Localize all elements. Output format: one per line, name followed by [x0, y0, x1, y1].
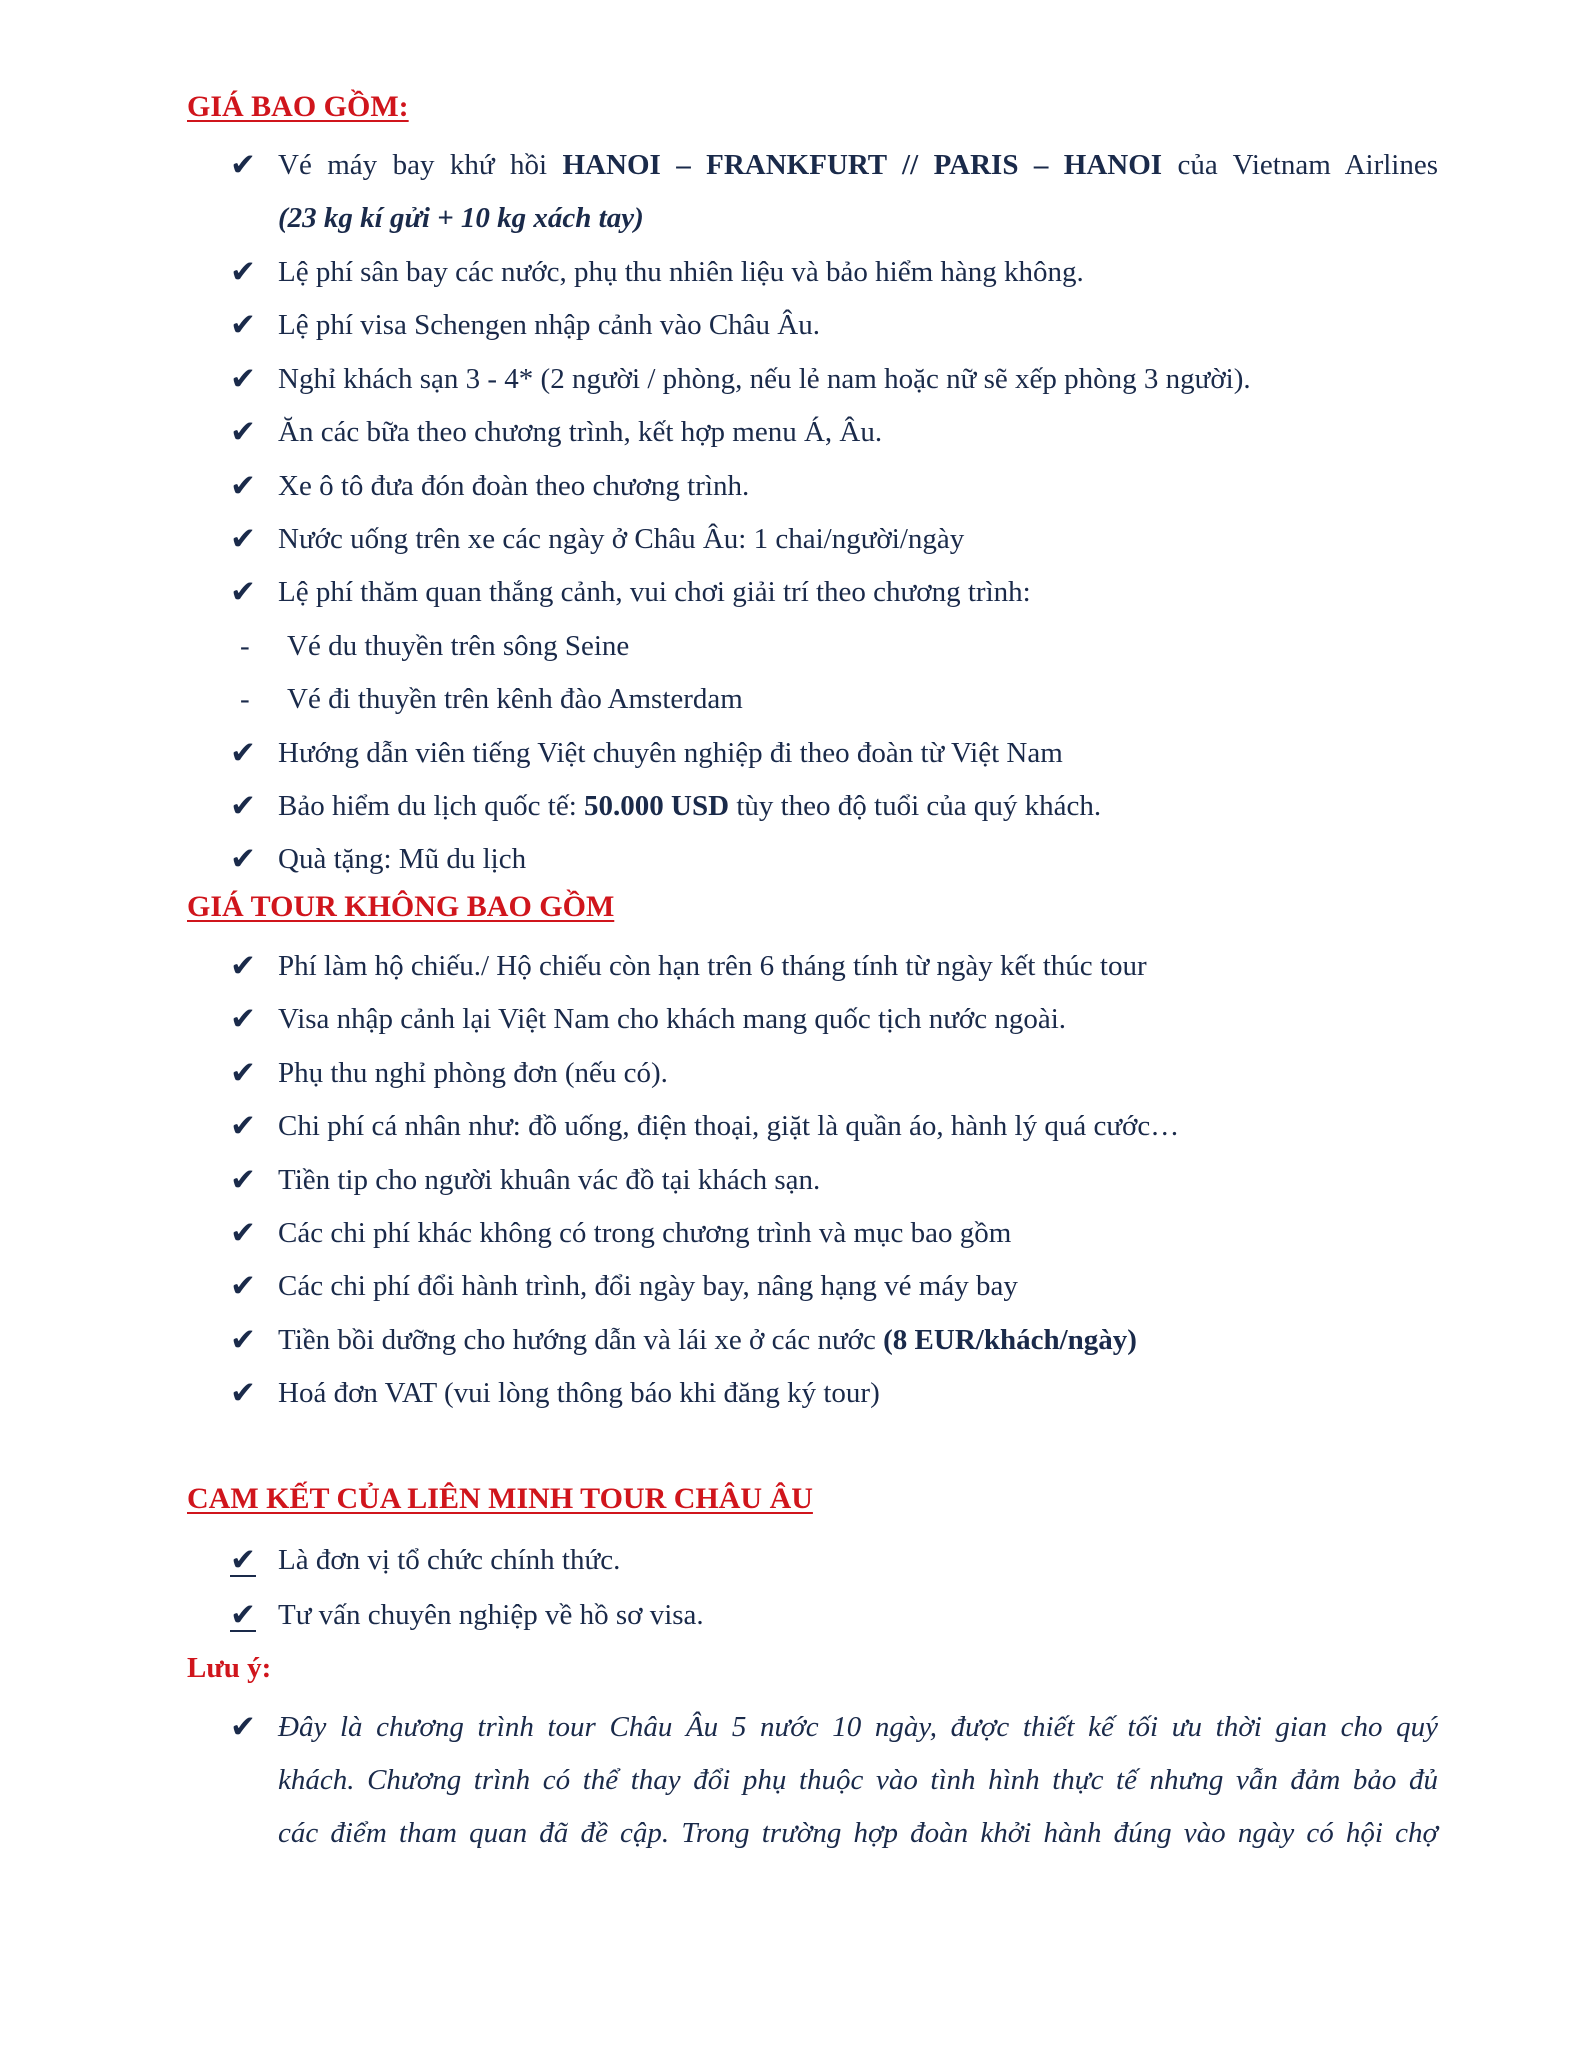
excluded-item: ✔ Tiền tip cho người khuân vác đồ tại khách sạn. [230, 1162, 821, 1198]
included-item: ✔ Lệ phí visa Schengen nhập cảnh vào Châu Âu. [230, 307, 820, 343]
included-item: ✔ Lệ phí thăm quan thắng cảnh, vui chơi giải trí theo chương trình: [230, 574, 1031, 610]
check-icon: ✔ [230, 1055, 256, 1091]
excluded-item: ✔ Các chi phí khác không có trong chương trình và mục bao gồm [230, 1215, 1012, 1251]
baggage-text: (23 kg kí gửi + 10 kg xách tay) [278, 202, 644, 234]
check-icon: ✔ [230, 147, 256, 183]
included-item: ✔ Lệ phí sân bay các nước, phụ thu nhiên liệu và bảo hiểm hàng không. [230, 254, 1084, 290]
dash-bullet: - [240, 683, 250, 715]
included-heading: GIÁ BAO GỒM: [187, 90, 409, 123]
excluded-item: ✔ Phụ thu nghỉ phòng đơn (nếu có). [230, 1055, 668, 1091]
excluded-item: ✔ Chi phí cá nhân như: đồ uống, điện thoại, giặt là quần áo, hành lý quá cước… [230, 1108, 1180, 1144]
check-icon: ✔ [230, 1162, 256, 1198]
included-item: ✔ Xe ô tô đưa đón đoàn theo chương trình. [230, 468, 750, 504]
commitment-heading: CAM KẾT CỦA LIÊN MINH TOUR CHÂU ÂU [187, 1482, 813, 1515]
excluded-heading: GIÁ TOUR KHÔNG BAO GỒM [187, 890, 615, 923]
included-item-gift: ✔ Quà tặng: Mũ du lịch [230, 841, 527, 877]
check-icon: ✔ [230, 1375, 256, 1411]
excluded-item: ✔ Phí làm hộ chiếu./ Hộ chiếu còn hạn trên 6 tháng tính từ ngày kết thúc tour [230, 948, 1147, 984]
dash-bullet: - [240, 630, 250, 662]
check-icon: ✔ [230, 841, 256, 877]
check-icon: ✔ [230, 788, 256, 824]
check-icon: ✔ [230, 361, 256, 397]
included-item-flight-baggage [0, 198, 1583, 238]
check-icon: ✔ [230, 1322, 256, 1358]
excluded-item: ✔ Visa nhập cảnh lại Việt Nam cho khách mang quốc tịch nước ngoài. [230, 1001, 1067, 1037]
included-item: ✔ Nghỉ khách sạn 3 - 4* (2 người / phòng, nếu lẻ nam hoặc nữ sẽ xếp phòng 3 người). [230, 361, 1251, 397]
note-line: các điểm tham quan đã đề cập. Trong trường hợp đoàn khởi hành đúng vào ngày có hội chợ [278, 1817, 1438, 1849]
check-icon: ✔ [230, 735, 256, 771]
commitment-item: ✔ Tư vấn chuyên nghiệp về hồ sơ visa. [230, 1597, 704, 1633]
excluded-item-vat: ✔ Hoá đơn VAT (vui lòng thông báo khi đăng ký tour) [230, 1375, 880, 1411]
check-icon: ✔ [230, 254, 256, 290]
included-item: ✔ Ăn các bữa theo chương trình, kết hợp menu Á, Âu. [230, 414, 883, 450]
included-item-insurance: ✔ Bảo hiểm du lịch quốc tế: 50.000 USD tùy theo độ tuổi của quý khách. [230, 788, 1102, 824]
excluded-item-tip: ✔ Tiền bồi dưỡng cho hướng dẫn và lái xe ở các nước (8 EUR/khách/ngày) [230, 1322, 1137, 1358]
check-icon: ✔ [230, 1001, 256, 1037]
note-line: ✔ Đây là chương trình tour Châu Âu 5 nước 10 ngày, được thiết kế tối ưu thời gian cho quý [230, 1709, 1438, 1745]
commitment-item: ✔ Là đơn vị tổ chức chính thức. [230, 1542, 621, 1578]
flight-text: Vé máy bay khứ hồi HANOI – FRANKFURT // PARIS – HANOI của Vietnam Airlines [278, 149, 1439, 181]
check-icon: ✔ [230, 468, 256, 504]
check-icon: ✔ [230, 948, 256, 984]
note-label: Lưu ý: [187, 1652, 272, 1684]
excluded-item: ✔ Các chi phí đổi hành trình, đổi ngày bay, nâng hạng vé máy bay [230, 1268, 1018, 1304]
check-icon: ✔ [230, 1597, 256, 1633]
included-item: ✔ Nước uống trên xe các ngày ở Châu Âu: 1 chai/người/ngày [230, 521, 965, 557]
included-item-flight [0, 145, 1583, 185]
check-icon: ✔ [230, 307, 256, 343]
check-icon: ✔ [230, 1268, 256, 1304]
check-icon: ✔ [230, 1215, 256, 1251]
included-sub-item: - Vé đi thuyền trên kênh đào Amsterdam [0, 679, 1583, 719]
check-icon: ✔ [230, 574, 256, 610]
check-icon: ✔ [230, 1108, 256, 1144]
check-icon: ✔ [230, 521, 256, 557]
included-item-guide: ✔ Hướng dẫn viên tiếng Việt chuyên nghiệp đi theo đoàn từ Việt Nam [230, 735, 1063, 771]
included-sub-item: - Vé du thuyền trên sông Seine [0, 626, 1583, 666]
check-icon: ✔ [230, 1542, 256, 1578]
check-icon: ✔ [230, 414, 256, 450]
note-line: khách. Chương trình có thể thay đổi phụ thuộc vào tình hình thực tế nhưng vẫn đảm bảo đủ [278, 1764, 1438, 1796]
check-icon: ✔ [230, 1709, 256, 1745]
